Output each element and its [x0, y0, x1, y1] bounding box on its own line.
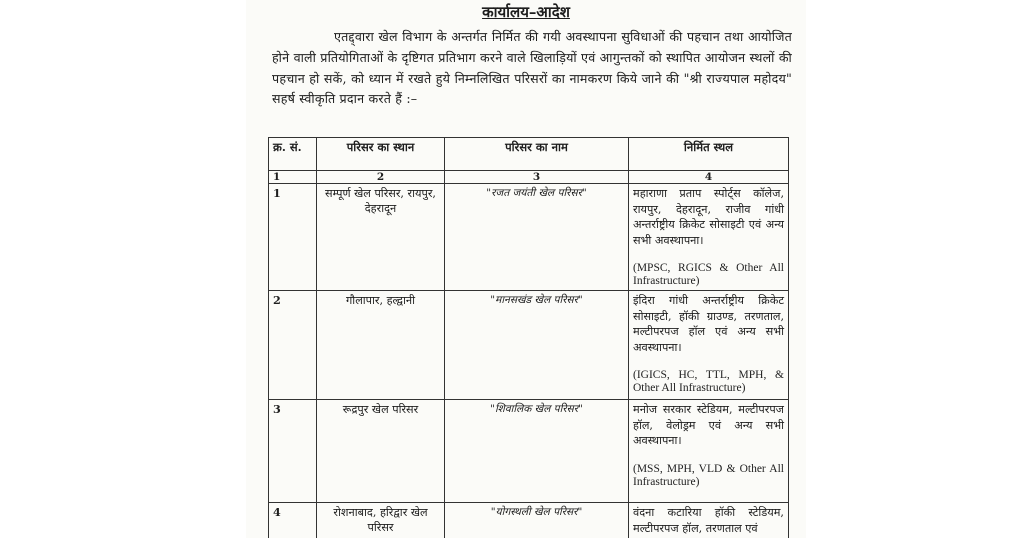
header-place: परिसर का स्थान [317, 138, 445, 171]
built-description: वंदना कटारिया हॉकी स्टेडियम, मल्टीपरपज हॉल, तरणताल एवं [633, 506, 784, 535]
row-built [629, 184, 789, 291]
venue-table [268, 137, 789, 538]
header-sno: क्र. सं. [269, 138, 317, 171]
row-venue-name: "रजत जयंती खेल परिसर" [445, 184, 629, 291]
table-header-row [269, 138, 789, 171]
row-place: रोशनाबाद, हरिद्वार खेल परिसर [317, 503, 445, 538]
row-venue-name: "शिवालिक खेल परिसर" [445, 400, 629, 503]
built-description: मनोज सरकार स्टेडियम, मल्टीपरपज हॉल, वेलोड्रम एवं अन्य सभी अवस्थापना। [633, 403, 784, 447]
row-place: गौलापार, हल्द्वानी [317, 291, 445, 400]
built-abbreviation: (MSS, MPH, VLD & Other All Infrastructure) [633, 462, 784, 488]
row-sno: 2 [269, 291, 317, 400]
col-number: 2 [317, 171, 445, 184]
column-number-row [269, 171, 789, 184]
row-sno: 1 [269, 184, 317, 291]
row-venue-name: "योगस्थली खेल परिसर" [445, 503, 629, 538]
built-description: महाराणा प्रताप स्पोर्ट्स कॉलेज, रायपुर, देहरादून, राजीव गांधी अन्तर्राष्ट्रीय क्रिकेट सोसाइटी एवं अन्य सभी अवस्थापना। [633, 187, 784, 247]
row-place: रूद्रपुर खेल परिसर [317, 400, 445, 503]
built-description: इंदिरा गांधी अन्तर्राष्ट्रीय क्रिकेट सोसाइटी, हॉकी ग्राउण्ड, तरणताल, मल्टीपरपज हॉल एवं अन्य सभी अवस्थापना। [633, 294, 784, 354]
table-row [269, 503, 789, 538]
row-built [629, 400, 789, 503]
intro-paragraph: एतद्द्वारा खेल विभाग के अन्तर्गत निर्मित की गयी अवस्थापना सुविधाओं की पहचान तथा आयोजित होने वाली प्रतियोगिताओं के दृष्टिगत प्रतिभाग करने वाले खिलाड़ियों एवं आगुन्तकों को स्थापित आयोजन स्थलों की पहचान हो सकें, को ध्यान में रखते हुये निम्नलिखित परिसरों का नामकरण किये जाने की "श्री राज्यपाल महोदय" सहर्ष स्वीकृति प्रदान करते हैं :– [272, 29, 792, 107]
col-number: 1 [269, 171, 317, 184]
table-row [269, 291, 789, 400]
header-built: निर्मित स्थल [629, 138, 789, 171]
row-built [629, 291, 789, 400]
header-name: परिसर का नाम [445, 138, 629, 171]
row-venue-name: "मानसखंड खेल परिसर" [445, 291, 629, 400]
page-title: कार्यालय–आदेश [482, 3, 570, 21]
row-built [629, 503, 789, 538]
table-row [269, 184, 789, 291]
built-abbreviation: (MPSC, RGICS & Other All Infrastructure) [633, 262, 784, 287]
row-place: सम्पूर्ण खेल परिसर, रायपुर, देहरादून [317, 184, 445, 291]
document-page [246, 0, 806, 538]
col-number: 4 [629, 171, 789, 184]
col-number: 3 [445, 171, 629, 184]
built-abbreviation: (IGICS, HC, TTL, MPH, & Other All Infrastructure) [633, 369, 784, 394]
row-sno: 3 [269, 400, 317, 503]
row-sno: 4 [269, 503, 317, 538]
table-row [269, 400, 789, 503]
